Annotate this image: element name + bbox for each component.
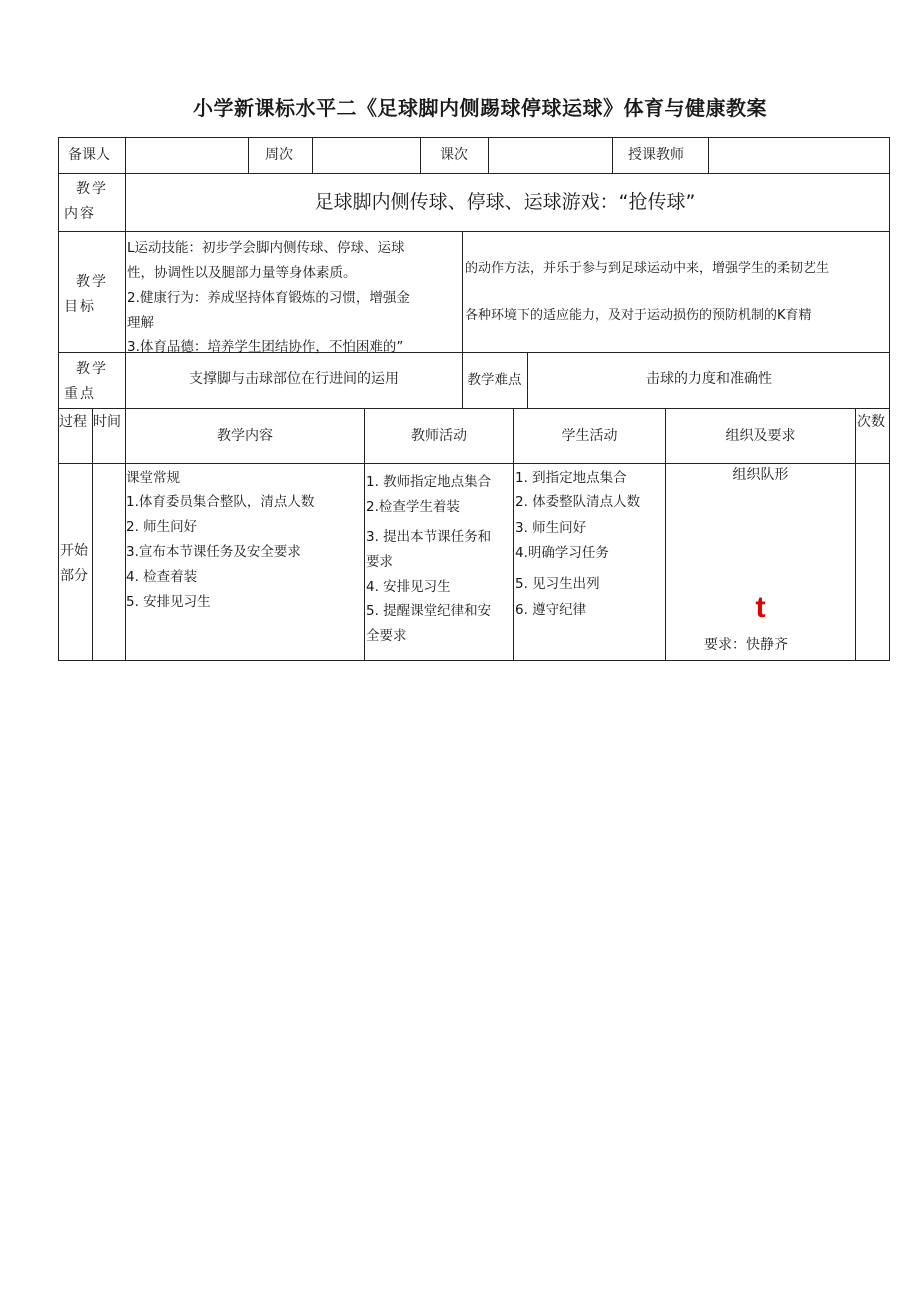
list-item: 全要求 [366,628,407,644]
formation-mark: t [755,591,766,624]
list-item: 2. 师生问好 [126,519,198,535]
col-student: 学生活动 [561,428,618,444]
content-value: 足球脚内侧传球、停球、运球游戏：“抢传球” [314,191,696,213]
lesson-label: 课次 [440,147,468,163]
list-item: 3. 师生问好 [515,520,587,536]
list-item: 5. 提醒课堂纪律和安 [366,603,492,619]
page-title: 小学新课标水平二《足球脚内侧踢球停球运球》体育与健康教案 [193,96,767,120]
objective-left-line: 性，协调性以及腿部力量等身体素质。 [127,265,357,281]
objective-left-line: 理解 [127,315,154,331]
list-item: 4. 安排见习生 [366,579,451,595]
difficulty-value: 击球的力度和准确性 [646,371,772,387]
list-item: 要求 [366,554,393,570]
list-item: 2.检查学生着装 [366,499,460,515]
list-item: 4.明确学习任务 [515,545,609,561]
prep-label: 备课人 [68,147,110,163]
col-org: 组织及要求 [725,428,796,444]
list-item: 3.宣布本节课任务及安全要求 [126,544,301,560]
key-points-value: 支撑脚与击球部位在行进间的运用 [189,371,399,387]
content-label: 教学内容 [64,181,108,222]
objective-left-line: 2.健康行为：养成坚持体育锻炼的习惯，增强金 [127,290,410,306]
list-item: 3. 提出本节课任务和 [366,529,492,545]
start-section-label: 开始部分 [60,543,88,584]
list-item: 6. 遵守纪律 [515,602,587,618]
objective-right-line: 各种环境下的适应能力，及对于运动损伤的预防机制的K育精 [465,308,812,323]
col-count: 次数 [857,414,885,430]
list-item: 2. 体委整队清点人数 [515,494,641,510]
teacher-label: 授课教师 [628,147,684,163]
objective-left-line: L运动技能：初步学会脚内侧传球、停球、运球 [127,240,405,256]
objective-left-line: 3.体育品德：培养学生团结协作，不怕困难的” [127,339,404,355]
col-teacher: 教师活动 [411,428,467,444]
objectives-label: 教学目标 [64,274,108,315]
difficulty-label: 教学难点 [467,372,522,388]
list-item: 5. 安排见习生 [126,594,211,610]
list-item: 1.体育委员集合整队，清点人数 [126,494,315,510]
org-requirement: 要求：快静齐 [704,637,788,653]
list-item: 课堂常规 [126,470,180,486]
week-label: 周次 [265,147,293,163]
key-points-label: 教学重点 [64,361,108,402]
list-item: 1. 到指定地点集合 [515,470,627,486]
list-item: 4. 检查着装 [126,569,198,585]
col-time: 时间 [93,414,121,430]
objective-right-line: 的动作方法，并乐于参与到足球运动中来，增强学生的柔韧艺生 [465,261,830,276]
col-process: 过程 [59,414,87,430]
col-content: 教学内容 [217,428,273,444]
list-item: 5. 见习生出列 [515,576,600,592]
org-title: 组织队形 [732,467,789,483]
list-item: 1. 教师指定地点集合 [366,474,492,490]
